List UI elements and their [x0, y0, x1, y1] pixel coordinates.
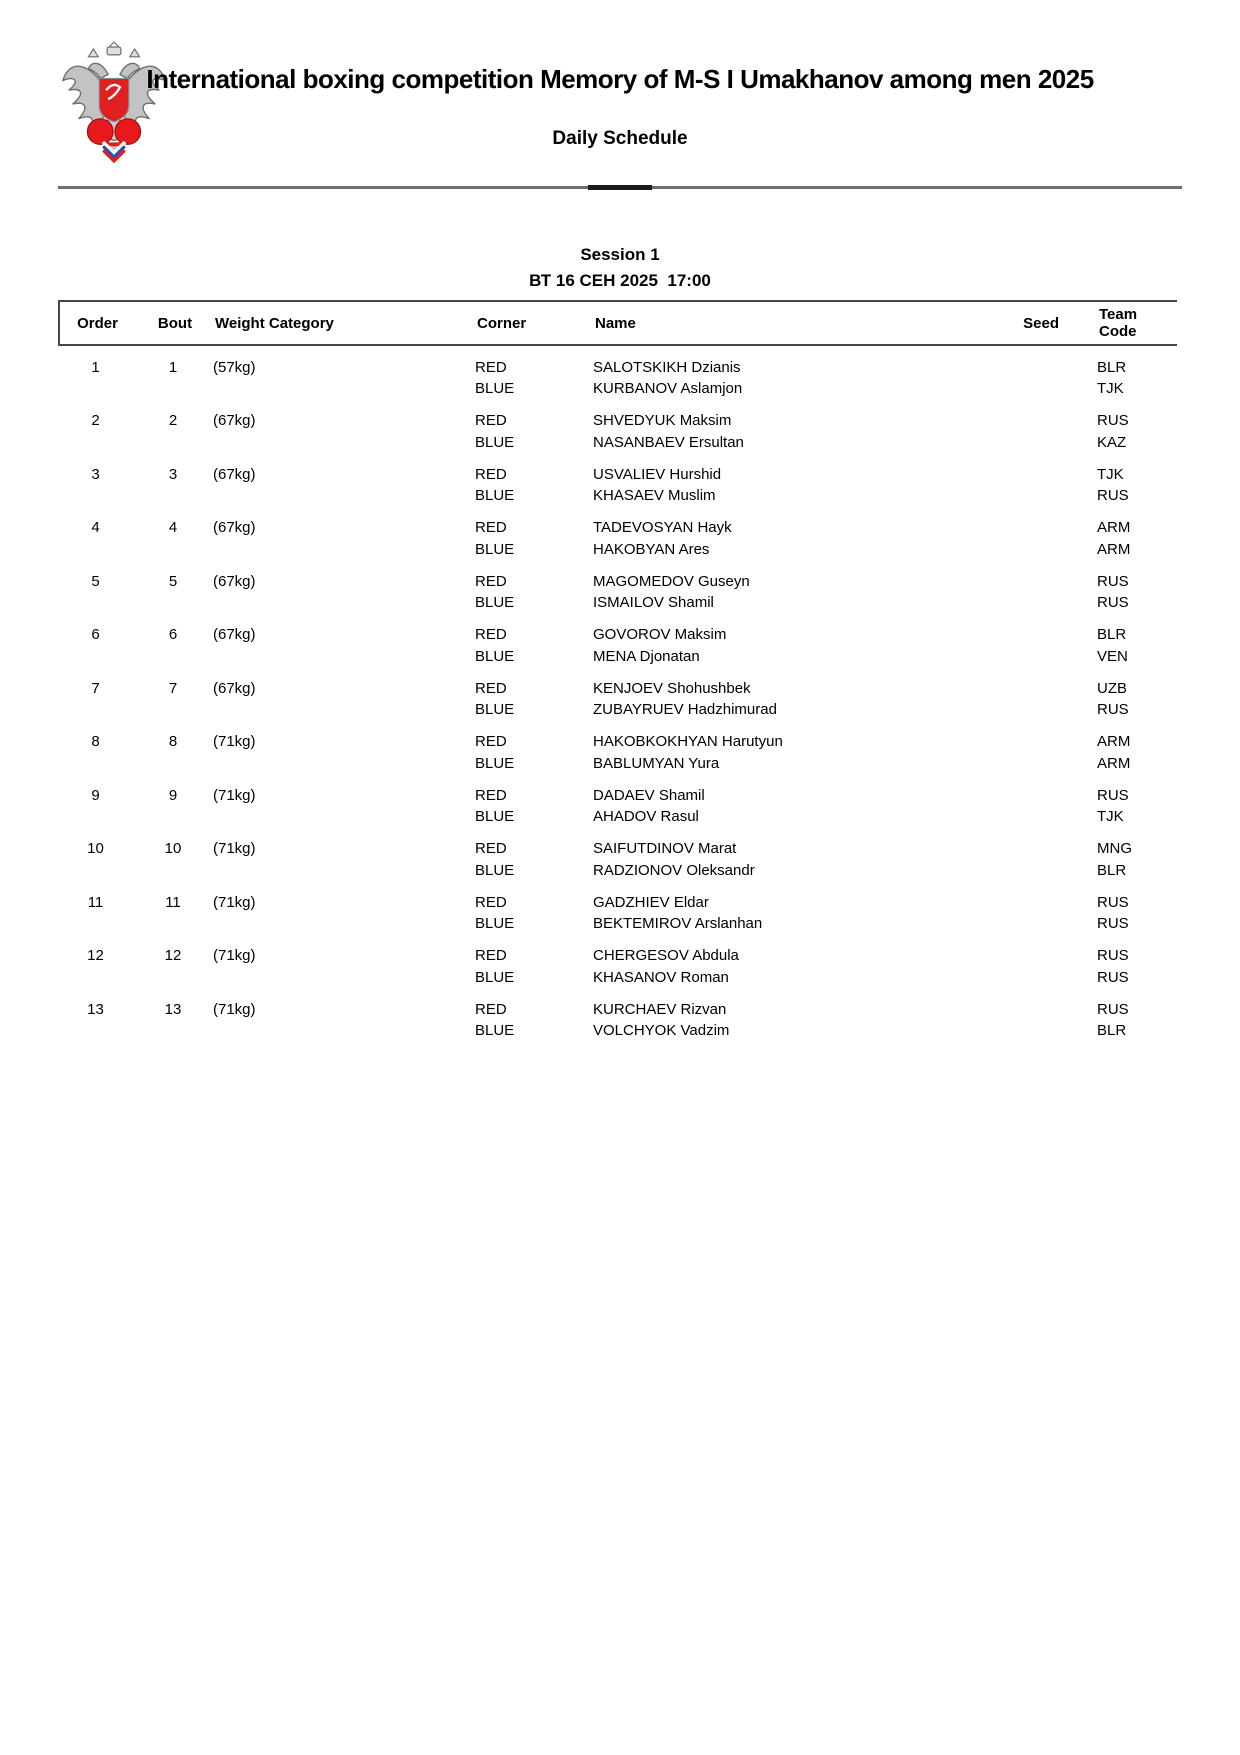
seed-blue: [913, 806, 1057, 828]
bout-order-number: 2: [91, 412, 100, 429]
seed-cell: [913, 838, 1057, 881]
bout-number: 10: [164, 840, 182, 857]
corner-label-red: RED: [475, 412, 507, 429]
team-code-red: MNG: [1097, 840, 1132, 857]
corner-label-blue: BLUE: [475, 915, 515, 932]
boxing-federation-emblem-icon: [55, 40, 173, 172]
team-code-cell: [1057, 892, 1177, 935]
corner-cell: [475, 838, 593, 881]
bout-row: [58, 678, 1177, 721]
team-code-cell: [1057, 838, 1177, 881]
team-code-cell: [1057, 410, 1177, 453]
bout-number: 2: [168, 412, 178, 429]
bout-order-number: 9: [91, 786, 100, 804]
seed-red: [913, 999, 1057, 1021]
name-cell: [593, 892, 913, 935]
team-code-red: RUS: [1097, 947, 1129, 964]
bout-row: [58, 892, 1177, 935]
team-code-blue: TJK: [1097, 808, 1124, 825]
page-subtitle: Daily Schedule: [552, 128, 688, 149]
team-code-cell: [1057, 624, 1177, 667]
weight-category: (67kg): [213, 519, 256, 536]
page-title: International boxing competition Memory of M-S I Umakhanov among men 2025: [146, 64, 1094, 94]
corner-label-red: RED: [475, 572, 507, 590]
corner-label-red: RED: [475, 626, 507, 643]
boxer-name-red: CHERGESOV Abdula: [593, 947, 739, 964]
corner-cell: [475, 517, 593, 560]
name-cell: [593, 945, 913, 988]
bout-order-number: 13: [87, 1000, 104, 1018]
bout-number: 6: [168, 626, 178, 643]
bout-number: 5: [168, 572, 178, 590]
bout-order-number: 1: [91, 358, 100, 376]
name-cell: [593, 464, 913, 507]
seed-blue: [913, 485, 1057, 507]
boxer-name-red: SHVEDYUK Maksim: [593, 412, 732, 429]
bout-order-number: 5: [91, 572, 100, 590]
team-code-red: ARM: [1097, 519, 1131, 536]
corner-cell: [475, 731, 593, 774]
team-code-blue: BLR: [1097, 1022, 1127, 1039]
seed-red: [913, 785, 1057, 807]
corner-label-blue: BLUE: [475, 647, 515, 665]
bout-number: 3: [168, 465, 178, 483]
corner-label-blue: BLUE: [475, 968, 515, 986]
team-code-cell: [1057, 517, 1177, 560]
team-code-blue: TJK: [1097, 380, 1124, 397]
bout-order-number: 11: [87, 893, 104, 911]
seed-red: [913, 945, 1057, 967]
seed-red: [913, 838, 1057, 860]
team-code-blue: VEN: [1097, 647, 1128, 665]
team-code-red: RUS: [1097, 572, 1129, 590]
corner-label-blue: BLUE: [475, 594, 515, 611]
seed-red: [913, 571, 1057, 593]
corner-label-red: RED: [475, 679, 507, 697]
seed-red: [913, 624, 1057, 646]
boxer-name-blue: MENA Djonatan: [593, 647, 700, 665]
corner-label-red: RED: [475, 519, 507, 536]
seed-blue: [913, 592, 1057, 614]
seed-cell: [913, 624, 1057, 667]
weight-category: (67kg): [213, 626, 256, 643]
bout-list: [58, 357, 1177, 1042]
boxer-name-red: USVALIEV Hurshid: [593, 465, 722, 483]
bout-order-number: 12: [87, 947, 104, 964]
corner-cell: [475, 999, 593, 1042]
seed-red: [913, 464, 1057, 486]
bout-row: [58, 838, 1177, 881]
session-datetime: ВТ 16 СЕН 2025 17:00: [529, 271, 711, 290]
seed-red: [913, 410, 1057, 432]
boxer-name-red: DADAEV Shamil: [593, 786, 705, 804]
corner-cell: [475, 464, 593, 507]
name-cell: [593, 731, 913, 774]
bout-number: 13: [164, 1000, 182, 1018]
seed-red: [913, 678, 1057, 700]
team-code-red: RUS: [1097, 1000, 1129, 1018]
name-cell: [593, 838, 913, 881]
seed-cell: [913, 410, 1057, 453]
boxer-name-red: GOVOROV Maksim: [593, 626, 727, 643]
column-header-weight-category: Weight Category: [215, 314, 334, 332]
boxer-name-blue: ISMAILOV Shamil: [593, 594, 714, 611]
weight-category: (71kg): [213, 947, 256, 964]
boxer-name-red: SALOTSKIKH Dzianis: [593, 358, 741, 376]
boxer-name-blue: NASANBAEV Ersultan: [593, 433, 744, 451]
bout-row: [58, 785, 1177, 828]
corner-label-blue: BLUE: [475, 487, 515, 504]
bout-number: 12: [164, 947, 182, 964]
schedule-table: [58, 300, 1177, 1042]
bout-number: 1: [168, 358, 178, 376]
team-code-blue: KAZ: [1097, 433, 1127, 451]
bout-order-number: 3: [91, 465, 100, 483]
team-code-red: ARM: [1097, 733, 1131, 750]
corner-label-red: RED: [475, 465, 507, 483]
bout-order-number: 4: [91, 519, 100, 536]
boxer-name-blue: HAKOBYAN Ares: [593, 540, 710, 558]
team-code-red: RUS: [1097, 786, 1129, 804]
seed-blue: [913, 860, 1057, 882]
corner-label-blue: BLUE: [475, 701, 515, 718]
name-cell: [593, 357, 913, 400]
seed-cell: [913, 571, 1057, 614]
seed-cell: [913, 678, 1057, 721]
session-title: Session 1: [580, 245, 660, 264]
bout-number: 11: [165, 893, 181, 911]
seed-blue: [913, 967, 1057, 989]
bout-row: [58, 945, 1177, 988]
team-code-cell: [1057, 571, 1177, 614]
seed-blue: [913, 753, 1057, 775]
weight-category: (67kg): [213, 465, 256, 483]
corner-label-red: RED: [475, 840, 507, 857]
team-code-blue: ARM: [1097, 754, 1131, 772]
column-header-name: Name: [595, 314, 636, 332]
team-code-red: UZB: [1097, 679, 1127, 697]
name-cell: [593, 624, 913, 667]
weight-category: (71kg): [213, 893, 256, 911]
bout-row: [58, 731, 1177, 774]
bout-order-number: 8: [91, 733, 100, 750]
corner-label-blue: BLUE: [475, 754, 515, 772]
name-cell: [593, 571, 913, 614]
seed-red: [913, 517, 1057, 539]
team-code-blue: ARM: [1097, 540, 1131, 558]
team-code-blue: RUS: [1097, 594, 1129, 611]
corner-cell: [475, 357, 593, 400]
team-code-blue: RUS: [1097, 968, 1129, 986]
bout-number: 8: [168, 733, 178, 750]
bout-number: 4: [168, 519, 178, 536]
column-header-team-line2: Code: [1099, 323, 1137, 340]
boxer-name-red: KURCHAEV Rizvan: [593, 1000, 727, 1018]
weight-category: (71kg): [213, 840, 256, 857]
team-code-blue: BLR: [1097, 861, 1127, 879]
corner-label-blue: BLUE: [475, 861, 515, 879]
corner-cell: [475, 571, 593, 614]
bout-row: [58, 464, 1177, 507]
weight-category: (67kg): [213, 572, 256, 590]
bout-row: [58, 517, 1177, 560]
corner-cell: [475, 892, 593, 935]
bout-row: [58, 357, 1177, 400]
team-code-red: RUS: [1097, 412, 1129, 429]
corner-label-blue: BLUE: [475, 433, 515, 451]
team-code-red: RUS: [1097, 893, 1129, 911]
team-code-cell: [1057, 357, 1177, 400]
seed-cell: [913, 945, 1057, 988]
team-code-red: TJK: [1097, 465, 1124, 483]
corner-label-red: RED: [475, 358, 507, 376]
corner-label-blue: BLUE: [475, 808, 515, 825]
column-header-team-line1: Team: [1099, 306, 1138, 323]
seed-cell: [913, 999, 1057, 1042]
bout-number: 9: [168, 786, 178, 804]
boxer-name-blue: KHASAEV Muslim: [593, 487, 716, 504]
bout-row: [58, 624, 1177, 667]
team-code-red: BLR: [1097, 358, 1127, 376]
column-header-seed: Seed: [1023, 314, 1059, 332]
team-code-cell: [1057, 731, 1177, 774]
seed-cell: [913, 357, 1057, 400]
name-cell: [593, 410, 913, 453]
seed-blue: [913, 699, 1057, 721]
weight-category: (71kg): [213, 1000, 256, 1018]
team-code-cell: [1057, 785, 1177, 828]
team-code-cell: [1057, 999, 1177, 1042]
seed-cell: [913, 517, 1057, 560]
team-code-cell: [1057, 464, 1177, 507]
seed-cell: [913, 464, 1057, 507]
table-header-row: [58, 300, 1177, 346]
corner-label-red: RED: [475, 1000, 507, 1018]
seed-cell: [913, 785, 1057, 828]
weight-category: (57kg): [213, 358, 256, 376]
bout-row: [58, 571, 1177, 614]
name-cell: [593, 678, 913, 721]
boxer-name-red: HAKOBKOKHYAN Harutyun: [593, 733, 783, 750]
boxer-name-blue: VOLCHYOK Vadzim: [593, 1022, 730, 1039]
seed-red: [913, 357, 1057, 379]
corner-label-blue: BLUE: [475, 540, 515, 558]
boxer-name-red: GADZHIEV Eldar: [593, 893, 709, 911]
corner-cell: [475, 678, 593, 721]
corner-label-red: RED: [475, 893, 507, 911]
seed-cell: [913, 731, 1057, 774]
boxer-name-blue: KHASANOV Roman: [593, 968, 729, 986]
boxer-name-blue: RADZIONOV Oleksandr: [593, 861, 755, 879]
name-cell: [593, 785, 913, 828]
bout-row: [58, 999, 1177, 1042]
bout-order-number: 7: [91, 679, 100, 697]
seed-blue: [913, 646, 1057, 668]
name-cell: [593, 999, 913, 1042]
team-code-blue: RUS: [1097, 915, 1129, 932]
team-code-cell: [1057, 945, 1177, 988]
team-code-blue: RUS: [1097, 487, 1129, 504]
team-code-cell: [1057, 678, 1177, 721]
boxer-name-red: SAIFUTDINOV Marat: [593, 840, 737, 857]
boxer-name-blue: ZUBAYRUEV Hadzhimurad: [593, 701, 777, 718]
divider-accent-segment: [588, 185, 652, 190]
seed-blue: [913, 539, 1057, 561]
boxer-name-blue: BABLUMYAN Yura: [593, 754, 720, 772]
column-header-corner: Corner: [477, 314, 527, 332]
boxer-name-red: MAGOMEDOV Guseyn: [593, 572, 750, 590]
boxer-name-blue: BEKTEMIROV Arslanhan: [593, 915, 763, 932]
column-header-order: Order: [77, 314, 118, 332]
boxer-name-red: KENJOEV Shohushbek: [593, 679, 751, 697]
boxer-name-blue: KURBANOV Aslamjon: [593, 380, 743, 397]
name-cell: [593, 517, 913, 560]
corner-cell: [475, 945, 593, 988]
column-header-team-code: [1059, 306, 1179, 340]
corner-label-red: RED: [475, 786, 507, 804]
corner-cell: [475, 624, 593, 667]
seed-blue: [913, 378, 1057, 400]
corner-cell: [475, 410, 593, 453]
bout-row: [58, 410, 1177, 453]
weight-category: (67kg): [213, 412, 256, 429]
corner-label-blue: BLUE: [475, 380, 515, 397]
team-code-blue: RUS: [1097, 701, 1129, 718]
weight-category: (71kg): [213, 786, 256, 804]
seed-cell: [913, 892, 1057, 935]
weight-category: (67kg): [213, 679, 256, 697]
header-divider: [58, 186, 1182, 189]
corner-label-blue: BLUE: [475, 1022, 515, 1039]
bout-number: 7: [168, 679, 178, 697]
corner-cell: [475, 785, 593, 828]
seed-blue: [913, 913, 1057, 935]
seed-blue: [913, 1020, 1057, 1042]
boxer-name-blue: AHADOV Rasul: [593, 808, 699, 825]
bout-order-number: 6: [91, 626, 100, 643]
boxer-name-red: TADEVOSYAN Hayk: [593, 519, 732, 536]
corner-label-red: RED: [475, 733, 507, 750]
team-code-red: BLR: [1097, 626, 1127, 643]
seed-red: [913, 892, 1057, 914]
seed-blue: [913, 432, 1057, 454]
bout-order-number: 10: [87, 840, 104, 857]
corner-label-red: RED: [475, 947, 507, 964]
seed-red: [913, 731, 1057, 753]
column-header-bout: Bout: [157, 314, 193, 332]
weight-category: (71kg): [213, 733, 256, 750]
